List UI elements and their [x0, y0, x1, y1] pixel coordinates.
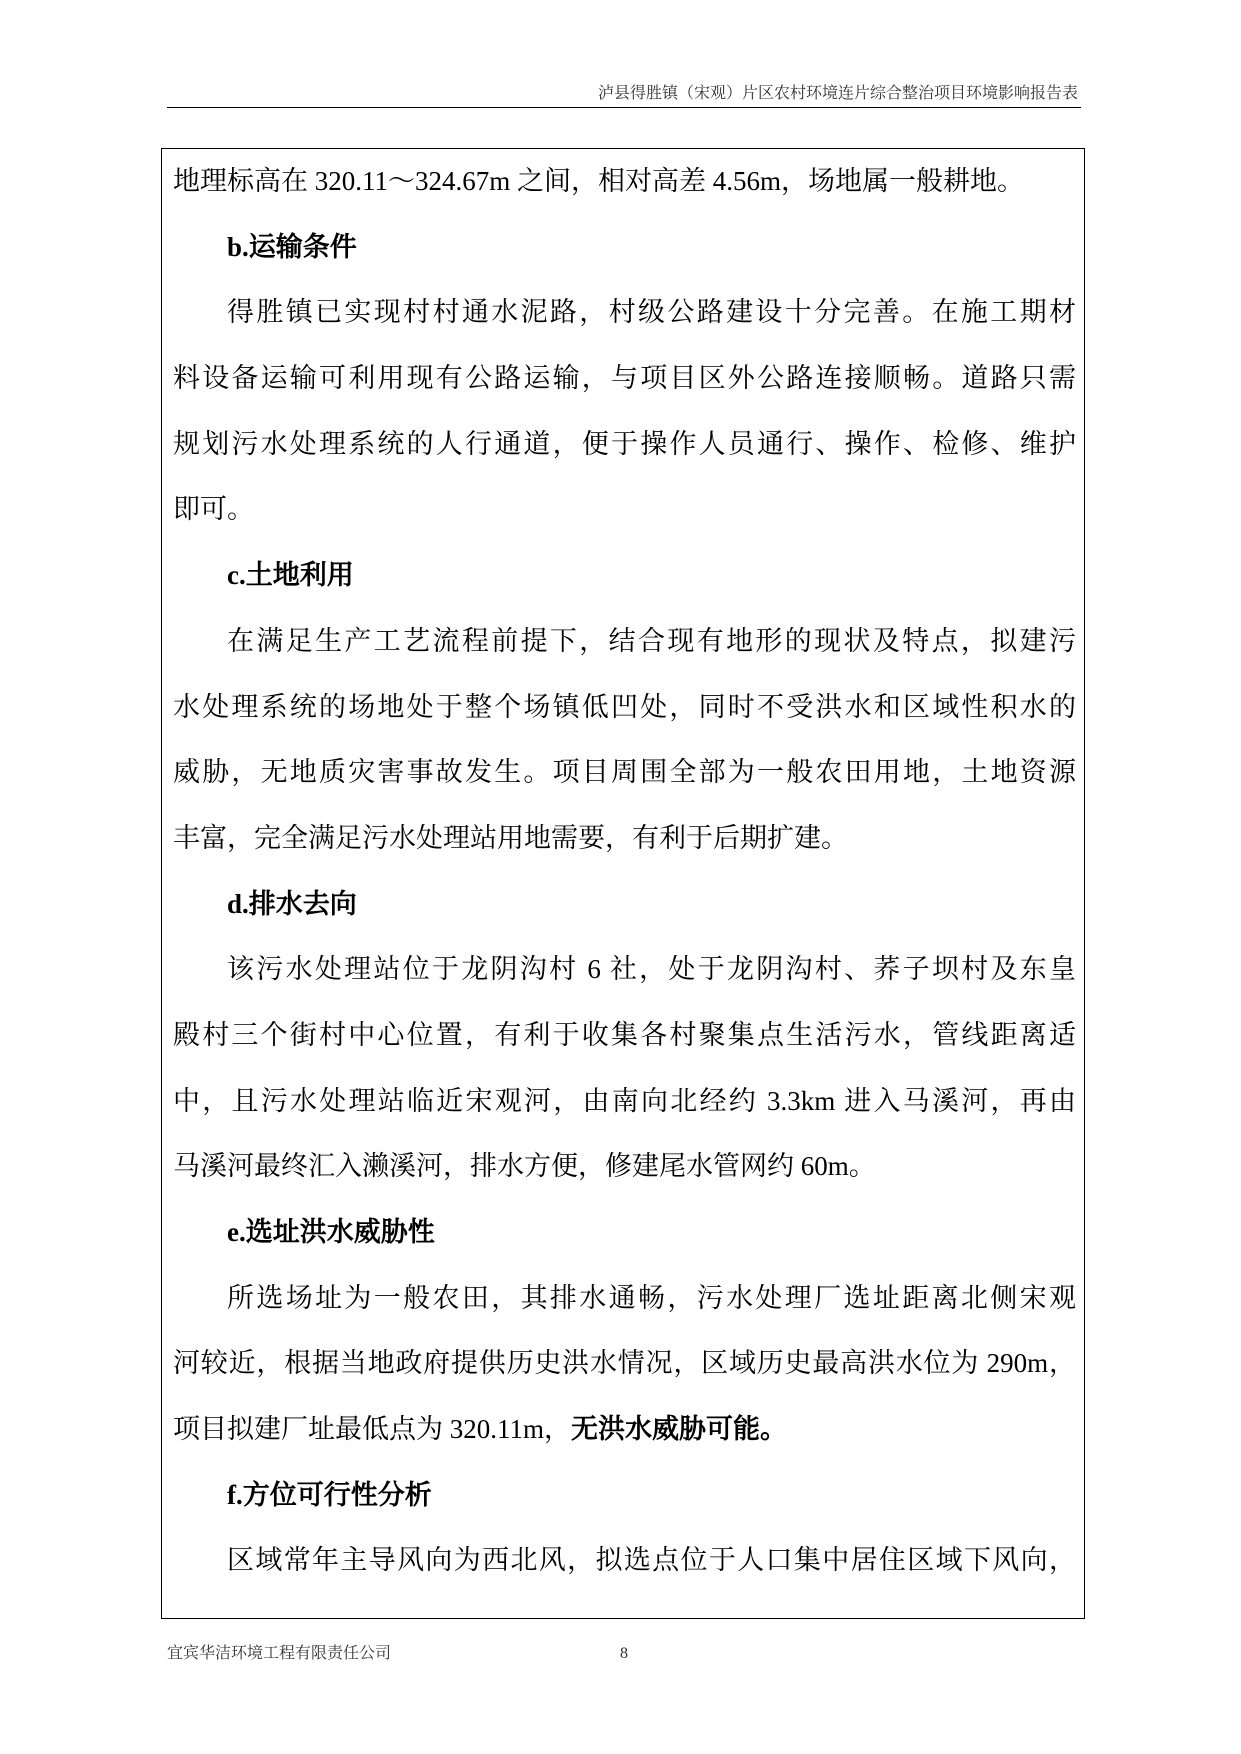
- paragraph-line: 马溪河最终汇入濑溪河，排水方便，修建尾水管网约 60m。: [173, 1151, 876, 1182]
- section-heading-flood-risk: e.选址洪水威胁性: [227, 1217, 435, 1247]
- footer-company: 宜宾华洁环境工程有限责任公司: [167, 1645, 392, 1662]
- page-header-title: 泸县得胜镇（宋观）片区农村环境连片综合整治项目环境影响报告表: [597, 85, 1078, 102]
- paragraph-line: 区域常年主导风向为西北风，拟选点位于人口集中居住区域下风向，: [227, 1545, 1076, 1576]
- paragraph-line: 殿村三个街村中心位置，有利于收集各村聚集点生活污水，管线距离适: [173, 1019, 1076, 1050]
- section-heading-land-use: c.土地利用: [227, 560, 354, 591]
- paragraph-line: 即可。: [173, 494, 254, 525]
- content-box: [161, 148, 1085, 1619]
- paragraph-line: 威胁，无地质灾害事故发生。项目周围全部为一般农田用地，土地资源: [173, 757, 1076, 788]
- paragraph-line: [173, 1397, 1076, 1463]
- paragraph-line: 该污水处理站位于龙阴沟村 6 社，处于龙阴沟村、荞子坝村及东皇: [227, 954, 1076, 985]
- page-number: 8: [620, 1645, 628, 1662]
- paragraph-line: 在满足生产工艺流程前提下，结合现有地形的现状及特点，拟建污: [227, 625, 1076, 656]
- paragraph-line: 水处理系统的场地处于整个场镇低凹处，同时不受洪水和区域性积水的: [173, 691, 1076, 722]
- paragraph-line: 得胜镇已实现村村通水泥路，村级公路建设十分完善。在施工期材: [227, 297, 1076, 328]
- paragraph-line: 地理标高在 320.11～324.67m 之间，相对高差 4.56m，场地属一般耕地。: [173, 166, 1024, 196]
- section-heading-drainage: d.排水去向: [227, 888, 357, 919]
- paragraph-line: 中，且污水处理站临近宋观河，由南向北经约 3.3km 进入马溪河，再由: [173, 1085, 1076, 1116]
- paragraph-line: 所选场址为一般农田，其排水通畅，污水处理厂选址距离北侧宋观: [227, 1282, 1076, 1313]
- paragraph-line: 河较近，根据当地政府提供历史洪水情况，区域历史最高洪水位为 290m，: [173, 1348, 1076, 1379]
- emphasis-text: 无洪水威胁可能。: [571, 1414, 787, 1445]
- header-rule: [167, 107, 1081, 108]
- line-text: 项目拟建厂址最低点为 320.11m，: [173, 1414, 571, 1445]
- paragraph-line: 丰富，完全满足污水处理站用地需要，有利于后期扩建。: [173, 822, 848, 853]
- section-heading-transport: b.运输条件: [227, 231, 357, 262]
- paragraph-line: 规划污水处理系统的人行通道，便于操作人员通行、操作、检修、维护: [173, 428, 1076, 459]
- section-heading-orientation: f.方位可行性分析: [227, 1479, 432, 1510]
- paragraph-line: 料设备运输可利用现有公路运输，与项目区外公路连接顺畅。道路只需: [173, 363, 1076, 394]
